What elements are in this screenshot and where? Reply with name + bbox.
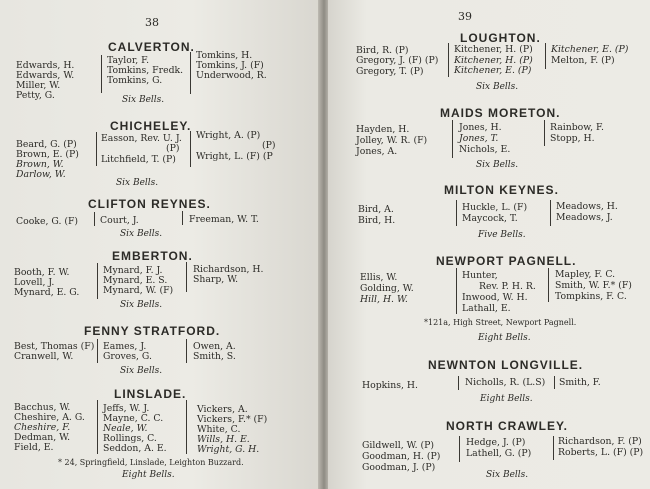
entry: Ellis, W. [360, 272, 398, 283]
column-rule [97, 339, 98, 363]
entry: Hill, H. W. [360, 294, 408, 305]
entry: Sharp, W. [193, 274, 239, 285]
entry: Mynard, E. G. [14, 287, 80, 298]
bells-count: Six Bells. [120, 300, 163, 310]
bells-count: Six Bells. [486, 470, 529, 480]
column-rule [456, 268, 457, 314]
entry: Bird, A. [358, 204, 394, 215]
entry: Tomkins, Fredk. [107, 65, 184, 76]
entry: Richardson, F. (P) [558, 436, 642, 447]
page-number: 38 [145, 16, 159, 29]
section-heading: NORTH CRAWLEY. [446, 419, 568, 433]
column-rule [97, 263, 98, 299]
entry: Edwards, W. [16, 70, 75, 81]
entry: Kitchener, H. (P) [454, 55, 533, 66]
column-rule [548, 268, 549, 302]
entry: Rainbow, F. [550, 122, 604, 133]
entry: Kitchener, E. (P) [551, 44, 629, 55]
entry: Meadows, H. [556, 201, 618, 212]
entry: Tomkins, J. (F) [196, 60, 264, 71]
entry: Hopkins, H. [362, 380, 418, 391]
bells-count: Six Bells. [120, 229, 163, 239]
entry: Bird, H. [358, 215, 396, 226]
entry: Mynard, E. S. [103, 275, 168, 286]
entry: Wright, G. H. [197, 444, 260, 455]
column-rule [182, 211, 183, 225]
column-rule [458, 376, 459, 390]
left-page [0, 0, 320, 489]
entry: Richardson, H. [193, 264, 264, 275]
bells-count: Six Bells. [120, 366, 163, 376]
section-heading: CLIFTON REYNES. [88, 197, 211, 211]
entry: Jeffs, W. J. [103, 403, 150, 414]
entry: Kitchener, E. (P) [454, 65, 532, 76]
bells-count: Six Bells. [476, 82, 519, 92]
entry: Eames, J. [103, 341, 147, 352]
entry: Jones, A. [356, 146, 398, 157]
column-rule [448, 43, 449, 77]
footnote: *121a, High Street, Newport Pagnell. [424, 318, 577, 327]
entry: Field, E. [14, 442, 54, 453]
section-heading: NEWPORT PAGNELL. [436, 254, 577, 268]
section-heading: CALVERTON. [108, 40, 195, 54]
entry: Golding, W. [360, 283, 414, 294]
entry: Taylor, F. [107, 55, 150, 66]
entry: Gregory, J. (F) (P) [356, 55, 439, 66]
column-rule [94, 212, 95, 226]
entry: Mynard, F. J. [103, 265, 163, 276]
column-rule [553, 436, 554, 460]
entry: Melton, F. (P) [551, 55, 615, 66]
entry: Inwood, W. H. [462, 292, 528, 303]
column-rule [459, 436, 460, 462]
right-page [328, 0, 650, 489]
entry: Gregory, T. (P) [356, 66, 424, 77]
bells-count: Eight Bells. [122, 470, 175, 480]
entry: Wright, A. (P) [196, 130, 261, 141]
entry: Cheshire, A. G. [14, 412, 85, 423]
entry: Kitchener, H. (P) [454, 44, 533, 55]
footnote: * 24, Springfield, Linslade, Leighton Buzzard. [58, 458, 244, 467]
section-heading: CHICHELEY. [110, 119, 192, 133]
entry: Tomkins, G. [107, 75, 163, 86]
entry: Dedman, W. [14, 432, 71, 443]
entry: Mayne, C. C. [103, 413, 164, 424]
entry: Roberts, L. (F) (P) [558, 447, 644, 458]
entry: Edwards, H. [16, 60, 75, 71]
entry: Tomkins, H. [196, 50, 253, 61]
entry: Litchfield, T. (P) [101, 154, 176, 165]
entry: Cheshire, F. [14, 422, 71, 433]
column-rule [545, 43, 546, 69]
column-rule [101, 55, 102, 93]
entry: Huckle, L. (F) [462, 202, 528, 213]
entry: Vickers, A. [197, 404, 248, 415]
entry: Tompkins, F. C. [555, 291, 627, 302]
entry: Stopp, H. [550, 133, 595, 144]
entry: Lathell, G. (P) [466, 448, 532, 459]
entry: Lathall, E. [462, 303, 511, 314]
entry: Vickers, F.* (F) [197, 414, 268, 425]
entry: Rev. P. H. R. [479, 281, 536, 292]
entry: Jones, T. [459, 133, 499, 144]
entry: Brown, W. [16, 159, 64, 170]
section-heading: LOUGHTON. [460, 31, 541, 45]
entry: Nichols, E. [459, 144, 511, 155]
entry: Smith, W. F.* (F) [555, 280, 632, 291]
entry: Mynard, W. (F) [103, 285, 174, 296]
entry: Hedge, J. (P) [466, 437, 526, 448]
entry: (P) [262, 140, 276, 151]
entry: (P) [166, 143, 180, 154]
entry: Hayden, H. [356, 124, 410, 135]
entry: Wright, L. (F) (P [196, 151, 273, 162]
entry: Seddon, A. E. [103, 443, 167, 454]
column-rule [190, 52, 191, 94]
column-rule [550, 200, 551, 226]
entry: Neale, W. [103, 423, 148, 434]
entry: Smith, S. [193, 351, 236, 362]
column-rule [452, 120, 453, 158]
column-rule [186, 400, 187, 454]
column-rule [186, 262, 187, 292]
entry: Miller, W. [16, 80, 61, 91]
entry: Easson, Rev. U. J. [101, 133, 182, 144]
entry: Wills, H. E. [197, 434, 250, 445]
entry: Rollings, C. [103, 433, 157, 444]
entry: Cranwell, W. [14, 351, 74, 362]
entry: Owen, A. [193, 341, 236, 352]
section-heading: NEWNTON LONGVILLE. [428, 358, 584, 372]
section-heading: LINSLADE. [114, 387, 187, 401]
entry: Bird, R. (P) [356, 45, 409, 56]
column-rule [554, 376, 555, 389]
entry: Groves, G. [103, 351, 152, 362]
entry: Underwood, R. [196, 70, 267, 81]
column-rule [97, 400, 98, 454]
entry: Beard, G. (P) [16, 139, 77, 150]
section-heading: FENNY STRATFORD. [84, 324, 221, 338]
entry: Nicholls, R. (L.S) [465, 377, 546, 388]
bells-count: Eight Bells. [478, 333, 531, 343]
column-rule [96, 132, 97, 166]
entry: Brown, E. (P) [16, 149, 79, 160]
column-rule [190, 131, 191, 167]
entry: White, C. [197, 424, 241, 435]
section-heading: EMBERTON. [112, 249, 193, 263]
entry: Court, J. [100, 215, 139, 226]
entry: Cooke, G. (F) [16, 216, 79, 227]
column-rule [544, 120, 545, 146]
column-rule [456, 200, 457, 226]
entry: Jones, H. [459, 122, 502, 133]
entry: Meadows, J. [556, 212, 613, 223]
entry: Lovell, J. [14, 277, 55, 288]
entry: Goodman, J. (P) [362, 462, 436, 473]
entry: Petty, G. [16, 90, 55, 101]
entry: Hunter, [462, 270, 498, 281]
entry: Bacchus, W. [14, 402, 71, 413]
bells-count: Eight Bells. [480, 394, 533, 404]
page-number: 39 [458, 10, 472, 23]
entry: Maycock, T. [462, 213, 518, 224]
entry: Mapley, F. C. [555, 269, 616, 280]
entry: Goodman, H. (P) [362, 451, 441, 462]
section-heading: MAIDS MORETON. [440, 106, 561, 120]
entry: Jolley, W. R. (F) [356, 135, 428, 146]
entry: Booth, F. W. [14, 267, 70, 278]
entry: Smith, F. [559, 377, 601, 388]
entry: Freeman, W. T. [189, 214, 259, 225]
column-rule [186, 339, 187, 363]
bells-count: Six Bells. [122, 95, 165, 105]
entry: Best, Thomas (F) [14, 341, 95, 352]
entry: Darlow, W. [16, 169, 66, 180]
entry: Gildwell, W. (P) [362, 440, 434, 451]
section-heading: MILTON KEYNES. [444, 183, 559, 197]
bells-count: Five Bells. [478, 230, 526, 240]
bells-count: Six Bells. [116, 178, 159, 188]
bells-count: Six Bells. [476, 160, 519, 170]
